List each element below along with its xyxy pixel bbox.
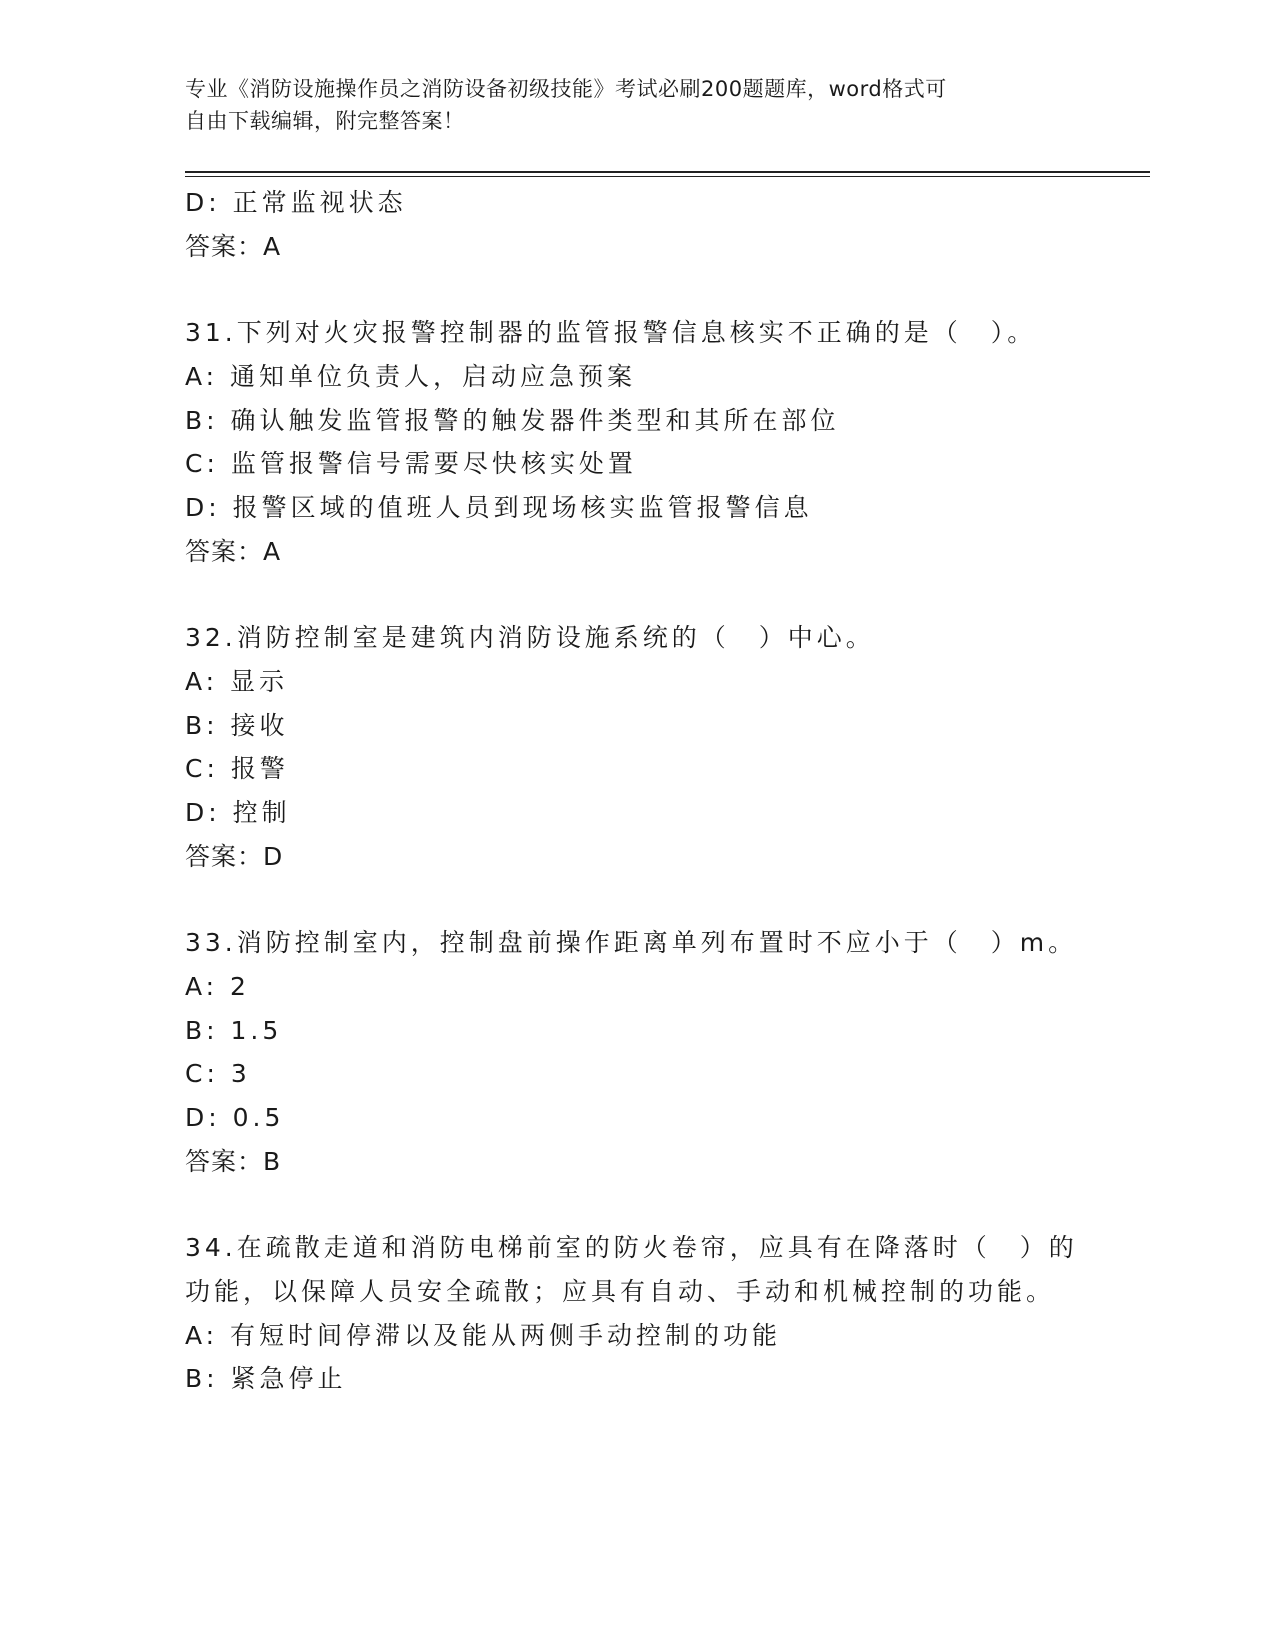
question-33-option-b: B: 1.5 — [185, 1016, 283, 1045]
question-33-option-a: A: 2 — [185, 972, 250, 1001]
question-32-stem: 32.消防控制室是建筑内消防设施系统的（ ）中心。 — [185, 623, 875, 652]
header-divider-top — [185, 171, 1150, 173]
question-32-option-a: A: 显示 — [185, 667, 289, 696]
question-34-option-b: B: 紧急停止 — [185, 1364, 347, 1393]
question-33-option-d: D: 0.5 — [185, 1103, 285, 1132]
header-line-2: 自由下载编辑，附完整答案！ — [185, 109, 465, 133]
prev-option-d: D: 正常监视状态 — [185, 188, 407, 217]
question-32-option-d: D: 控制 — [185, 798, 291, 827]
question-33-option-c: C: 3 — [185, 1059, 251, 1088]
question-34-option-a: A: 有短时间停滞以及能从两侧手动控制的功能 — [185, 1321, 782, 1350]
question-31-option-d: D: 报警区域的值班人员到现场核实监管报警信息 — [185, 493, 813, 522]
question-33-stem: 33.消防控制室内，控制盘前操作距离单列布置时不应小于（ ）m。 — [185, 928, 1078, 957]
question-31-option-b: B: 确认触发监管报警的触发器件类型和其所在部位 — [185, 406, 840, 435]
question-31-answer: 答案：A — [185, 537, 282, 566]
question-32-answer: 答案：D — [185, 842, 284, 871]
question-32-option-b: B: 接收 — [185, 711, 289, 740]
document-header — [185, 73, 1065, 137]
question-31-option-a: A: 通知单位负责人，启动应急预案 — [185, 362, 637, 391]
question-32-option-c: C: 报警 — [185, 754, 289, 783]
header-divider-bottom — [185, 176, 1150, 177]
question-34-stem-line-2: 功能，以保障人员安全疏散；应具有自动、手动和机械控制的功能。 — [185, 1277, 1056, 1306]
question-33-answer: 答案：B — [185, 1147, 282, 1176]
question-34-stem-line-1: 34.在疏散走道和消防电梯前室的防火卷帘，应具有在降落时（ ）的 — [185, 1233, 1078, 1262]
question-31-stem: 31.下列对火灾报警控制器的监管报警信息核实不正确的是（ ）。 — [185, 318, 1037, 347]
question-31-option-c: C: 监管报警信号需要尽快核实处置 — [185, 449, 637, 478]
header-line-1: 专业《消防设施操作员之消防设备初级技能》考试必刷200题题库，word格式可 — [185, 77, 947, 101]
prev-answer: 答案：A — [185, 232, 282, 261]
